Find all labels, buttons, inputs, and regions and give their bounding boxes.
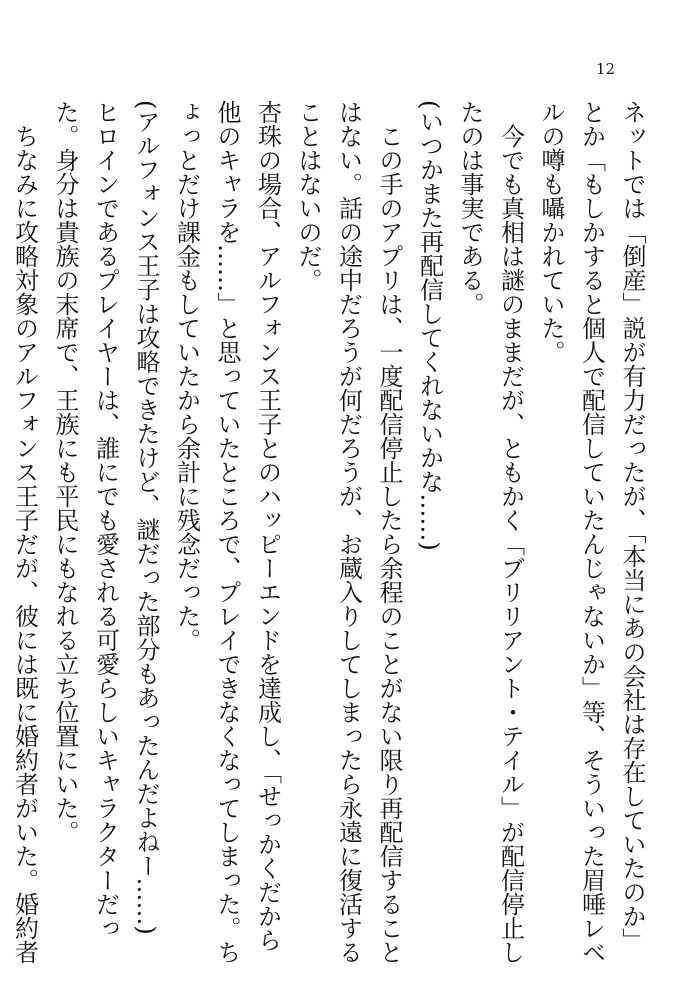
- page-number: 12: [596, 60, 616, 78]
- vertical-text-body: [10, 100, 652, 970]
- paragraph: (いつかまた再配信してくれないかな……): [415, 100, 444, 551]
- paragraph: (アルフォンス王子は攻略できたけど、謎だった部分もあったんだよねー……): [132, 100, 160, 935]
- paragraph: 今でも真相は謎のままだが、ともかく「ブリリアント・テイル」が配信停止したのは事実である。: [456, 100, 525, 964]
- paragraph: この手のアプリは、一度配信停止したら余程のことがない限り再配信することはない。話の途中だろうが何だろうが、お蔵入りしてしまったら永遠に復活することはないのだ。: [294, 100, 403, 964]
- paragraph: 杏珠の場合、アルフォンス王子とのハッピーエンドを達成し、「せっかくだから他のキャラを……」と思っていたところで、プレイできなくなってしまった。ちょっとだけ課金もしていたから余計に残念だった。: [172, 100, 282, 964]
- paragraph: ちなみに攻略対象のアルフォンス王子だが、彼には既に婚約者がいた。婚約者: [10, 124, 39, 964]
- paragraph: ネットでは「倒産」説が有力だったが、「本当にあの会社は存在していたのか」とか「もしかすると個人で配信していたんじゃないか」等、そういった眉唾レベルの噂も囁かれていた。: [537, 100, 646, 964]
- paragraph: ヒロインであるプレイヤーは、誰にでも愛される可愛らしいキャラクターだった。身分は貴族の末席で、王族にも平民にもなれる立ち位置にいた。: [51, 100, 120, 940]
